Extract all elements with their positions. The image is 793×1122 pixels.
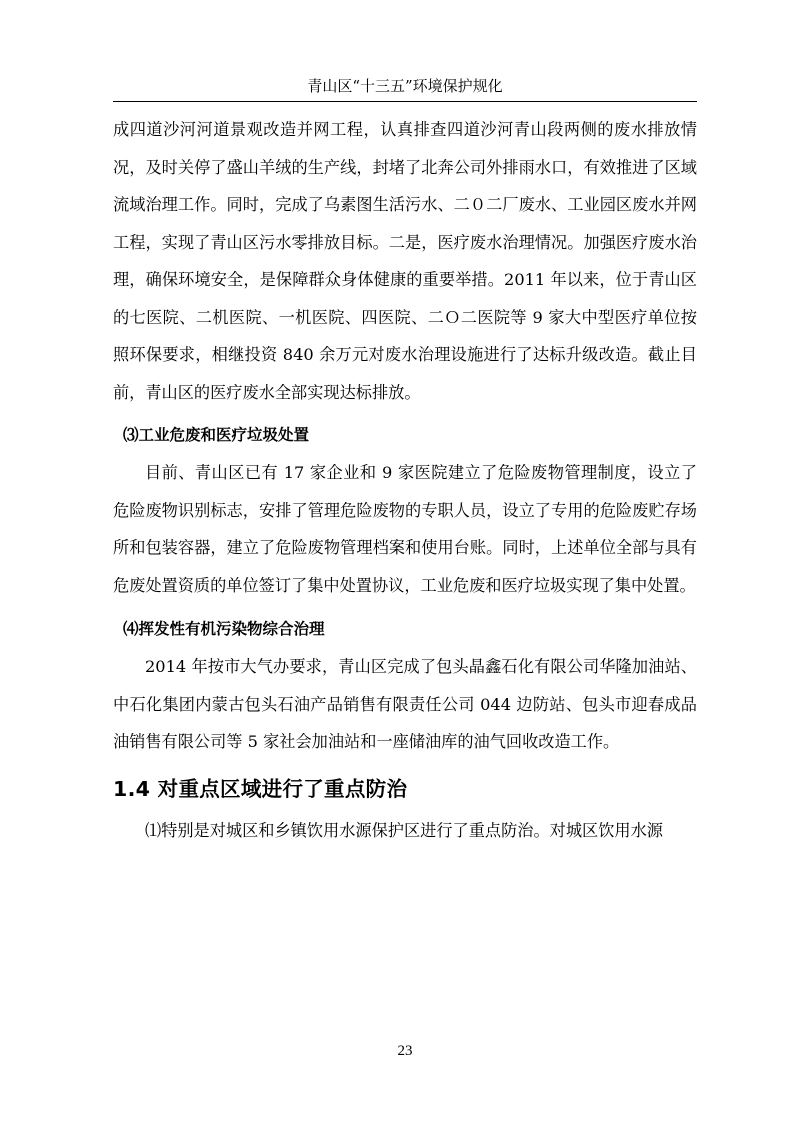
section-heading-key-areas: 1.4 对重点区域进行了重点防治 — [113, 776, 408, 801]
paragraph-wastewater-treatment: 成四道沙河河道景观改造并网工程，认真排查四道沙河青山段两侧的废水排放情况，及时关停了盛山羊绒的生产线，封堵了北奔公司外排雨水口，有效推进了区域流域治理工作。同时，完成了乌素图生活污水、二０二厂废水、工业园区废水并网工程，实现了青山区污水零排放目标。二是，医疗废水治理情况。加强医疗废水治理，确保环境安全，是保障群众身体健康的重要举措。2011 年以来，位于青山区的七医院、二机医院、一机医院、四医院、二Ｏ二医院等 9 家大中型医疗单位按照环保要求，相继投资 840 余万元对废水治理设施进行了达标升级改造。截止目前，青山区的医疗废水全部实现达标排放。 — [113, 120, 697, 402]
paragraph-hazardous-waste: 目前、青山区已有 17 家企业和 9 家医院建立了危险废物管理制度，设立了危险废物识别标志，安排了管理危险废物的专职人员，设立了专用的危险废贮存场所和包装容器，建立了危险废物管理档案和使用台账。同时，上述单位全部与具有危废处置资质的单位签订了集中处置协议，工业危废和医疗垃圾实现了集中处置。 — [113, 463, 697, 595]
paragraph-water-source-protection: ⑴特别是对城区和乡镇饮用水源保护区进行了重点防治。对城区饮用水源 — [145, 820, 663, 840]
subheading-voc-treatment: ⑷挥发性有机污染物综合治理 — [123, 620, 325, 638]
document-body — [113, 111, 697, 849]
page-number: 23 — [397, 1043, 413, 1059]
subheading-hazardous-waste: ⑶工业危废和医疗垃圾处置 — [123, 426, 310, 444]
header-divider — [113, 101, 697, 102]
page-header-title: 青山区“十三五”环境保护规化 — [307, 77, 503, 95]
paragraph-voc-treatment: 2014 年按市大气办要求，青山区完成了包头晶鑫石化有限公司华隆加油站、中石化集团内蒙古包头石油产品销售有限责任公司 044 边防站、包头市迎春成品油销售有限公司等 5 家社会加油站和一座储油库的油气回收改造工作。 — [113, 657, 697, 751]
